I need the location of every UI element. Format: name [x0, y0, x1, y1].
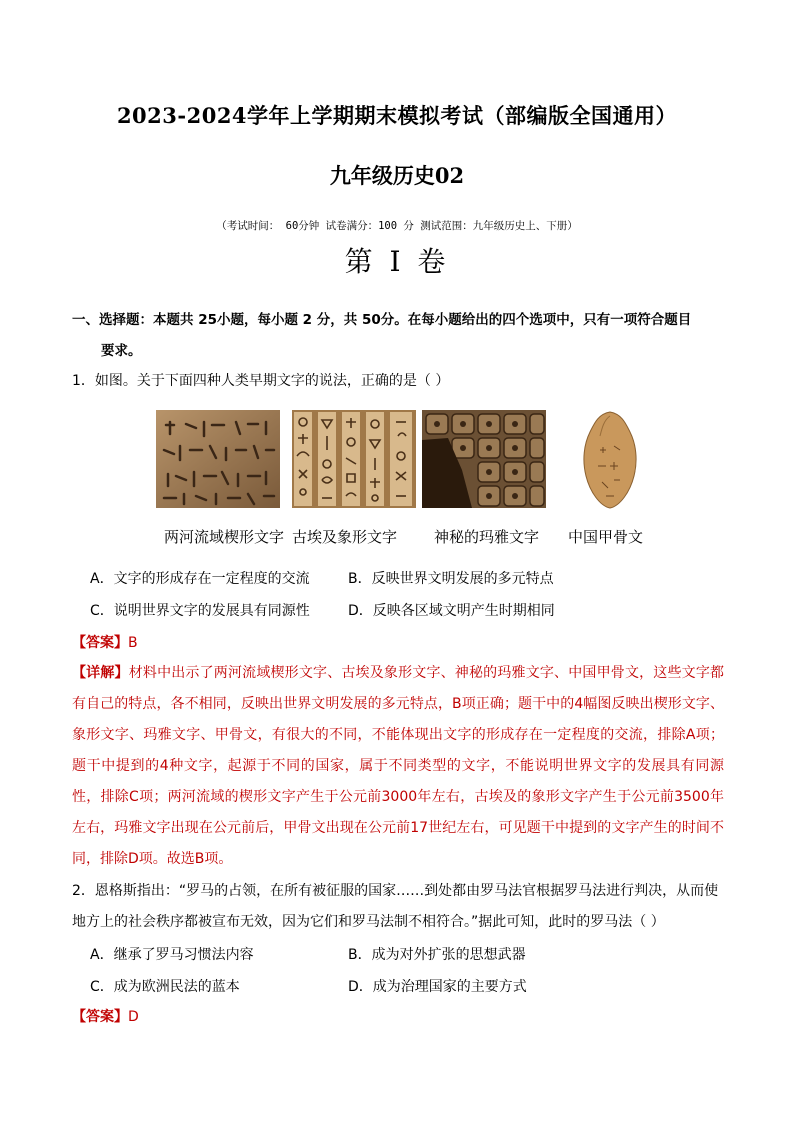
- q1-option-a[interactable]: A．文字的形成存在一定程度的交流: [90, 571, 310, 587]
- q1-detail-text: 材料中出示了两河流域楔形文字、古埃及象形文字、神秘的玛雅文字、中国甲骨文，这些文字都有自己的特点，各不相同，反映出世界文明发展的多元特点，B项正确；题干中的4幅图反映出楔形文字、象形文字、玛雅文字、甲骨文，有很大的不同，不能体现出文字的形成存在一定程度的交流，排除A项；题干中提到的4种文字，起源于不同的国家，属于不同类型的文字，不能说明世界文字的发展具有同源性，排除C项；两河流域的楔形文字产生于公元前3000年左右，古埃及的象形文字产生于公元前3500年左右，玛雅文字出现在公元前后，甲骨文出现在公元前17世纪左右，可见题干中提到的文字产生的时间不同，排除D项。故选B项。: [72, 665, 725, 867]
- q2-option-c[interactable]: C．成为欧洲民法的蓝本: [90, 979, 240, 995]
- script-images: [150, 410, 650, 550]
- exam-meta: （考试时间： 60分钟 试卷满分：100 分 测试范围：九年级历史上、下册）: [216, 220, 578, 232]
- q1-option-c[interactable]: C．说明世界文字的发展具有同源性: [90, 603, 310, 619]
- q2-option-d[interactable]: D．成为治理国家的主要方式: [348, 979, 527, 995]
- oracle-bone-image: [580, 410, 640, 510]
- q2-answer-label: 【答案】: [72, 1009, 128, 1025]
- q1-option-d[interactable]: D．反映各区域文明产生时期相同: [348, 603, 555, 619]
- caption-maya: 神秘的玛雅文字: [434, 528, 540, 546]
- exam-subtitle: 九年级历史02: [329, 163, 465, 188]
- q1-option-b[interactable]: B．反映世界文明发展的多元特点: [348, 571, 554, 587]
- question-1-stem: 1．如图。关于下面四种人类早期文字的说法，正确的是（ ）: [72, 373, 450, 389]
- q1-answer: [72, 632, 138, 652]
- volume-heading: 第 I 卷: [344, 245, 450, 278]
- question-2-stem: 2．恩格斯指出：“罗马的占领，在所有被征服的国家……到处都由罗马法官根据罗马法进行判决，从而使地方上的社会秩序都被宣布无效，因为它们和罗马法制不相符合。”据此可知，此时的罗马法（ ）: [72, 883, 719, 930]
- q1-answer-label: 【答案】: [72, 635, 128, 651]
- caption-oracle-bone: 中国甲骨文: [568, 528, 644, 546]
- q1-detail-label: 【详解】: [72, 665, 129, 681]
- maya-glyph-image: [422, 410, 546, 508]
- q2-answer-value: D: [128, 1009, 139, 1025]
- section-line-1: 一、选择题：本题共 25小题，每小题 2 分，共 50分。在每小题给出的四个选项中，只有一项符合题目: [72, 312, 692, 328]
- cuneiform-image: [156, 410, 280, 508]
- q2-answer: [72, 1006, 139, 1026]
- caption-hieroglyph: 古埃及象形文字: [292, 528, 398, 546]
- q1-answer-value: B: [128, 635, 138, 651]
- hieroglyph-image: [292, 410, 416, 508]
- q2-option-a[interactable]: A．继承了罗马习惯法内容: [90, 947, 254, 963]
- exam-title: 2023-2024学年上学期期末模拟考试（部编版全国通用）: [116, 103, 678, 128]
- caption-cuneiform: 两河流域楔形文字: [164, 528, 285, 546]
- q2-option-b[interactable]: B．成为对外扩张的思想武器: [348, 947, 526, 963]
- section-line-2: 要求。: [101, 343, 142, 359]
- section-instructions: [72, 305, 724, 367]
- q1-detail: [72, 658, 724, 875]
